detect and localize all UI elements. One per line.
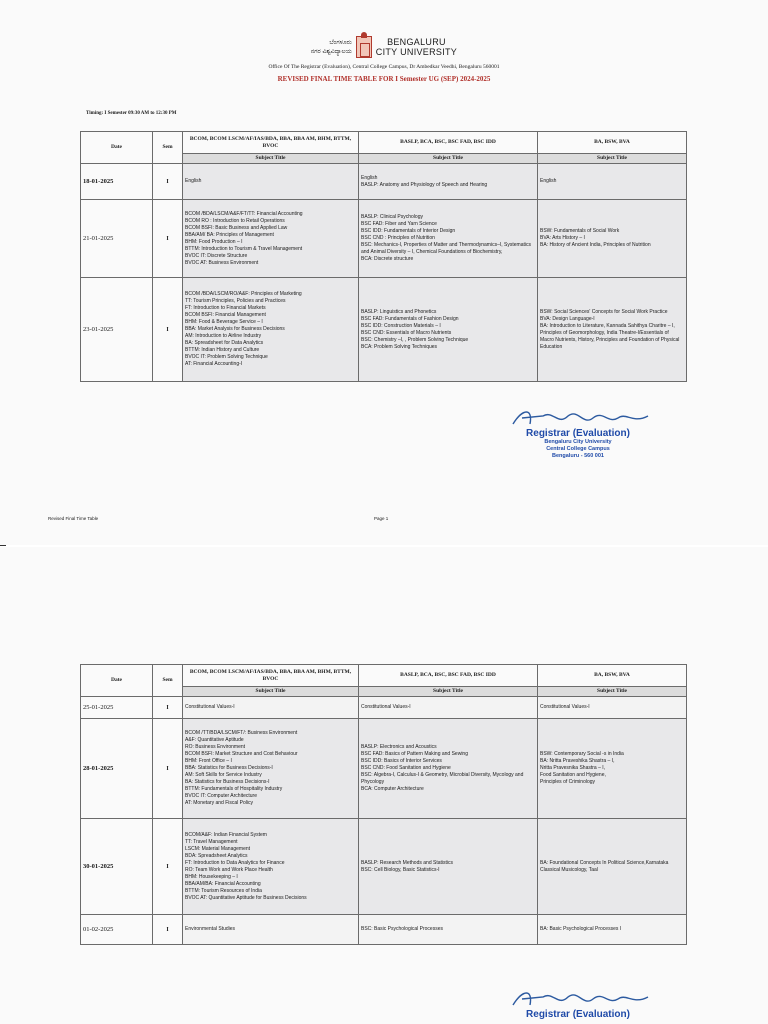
header-date: Date [81,132,153,164]
row-subjects-col1: BCOM /TT/BDA/LSCM/FT/: Business Environment A&F: Quantitative Aptitude RO: Business Environment BCOM BSFI: Market Structure and Cost Behaviour BHM: Front Office – I BBA: Statistics for Business Decisions-I AM: Soft Skills for Service Industry BA: Statistics for Business Decisions-I BTTM: Fundamentals of Hospitality Industry BVOC IT: Computer Architecture AT: Monetary and Fiscal Policy [183,719,359,819]
university-name-english [376,37,457,57]
row-date: 25-01-2025 [81,697,153,719]
row-sem: I [153,164,183,200]
table-row [81,819,687,915]
header-sem: Sem [153,132,183,164]
row-sem: I [153,278,183,382]
page-2 [0,547,768,1024]
row-sem: I [153,697,183,719]
row-subjects-col1: English [183,164,359,200]
subject-title-col3: Subject Title [538,154,687,164]
row-date: 23-01-2025 [81,278,153,382]
header-date: Date [81,665,153,697]
row-date: 28-01-2025 [81,719,153,819]
kannada-line-1: ಬೆಂಗಳೂರು [329,39,352,46]
footer-page-number: Page 1 [374,516,389,521]
row-date: 21-01-2025 [81,200,153,278]
timetable-page-2 [80,664,687,945]
registrar-signature-block [488,406,668,460]
row-subjects-col3: English [538,164,687,200]
row-subjects-col3: BA: Basic Psychological Processes I [538,915,687,945]
header-col2: BASLP, BCA, BSC, BSC FAD, BSC IDD [359,132,538,154]
row-subjects-col2: English BASLP: Anatomy and Physiology of Speech and Hearing [359,164,538,200]
timetable-title: REVISED FINAL TIME TABLE FOR I Semester UG (SEP) 2024-2025 [277,75,491,83]
row-subjects-col2: BASLP: Electronics and Acoustics BSC FAD: Basics of Pattern Making and Sewing BSC IDD: Basics of Interior Services BSC CND: Food Sanitation and Hygiene BSC: Algebra-I, Calculus-I & Geometry, Microbial Diversity, Mycology and Phycology BCA: Computer Architecture [359,719,538,819]
row-subjects-col1: Constitutional Values-I [183,697,359,719]
row-date: 18-01-2025 [81,164,153,200]
office-address: Office Of The Registrar (Evaluation), Central College Campus, Dr Ambedkar Veedhi, Bengaluru 560001 [268,64,500,70]
signature-scribble-icon [488,987,668,1009]
row-subjects-col1: BCOM /BDA/LSCM/A&F/FT/TT: Financial Accounting BCOM RO : Introduction to Retail Operations BCOM BSFI: Basic Business and Applied Law BBA/AM/ BA: Principles of Management BHM: Food Production – I BTTM: Introduction to Tourism & Travel Management BVOC IT: Discrete Structure BVOC AT: Business Environment [183,200,359,278]
header-col3: BA, BSW, BVA [538,132,687,154]
english-line-2: CITY UNIVERSITY [375,47,458,57]
row-sem: I [153,915,183,945]
row-subjects-col3: BSW: Social Sciences' Concepts for Social Work Practice BVA: Design Language-I BA: Introduction to Literature, Kannada Sahithya Charitre – I, Principles of Geomorphology, India Theatre-I/Essentials of Macro Nutrients, History, Principles and Foundation of Physical Education [538,278,687,382]
registrar-line-3: Bengaluru - 560 001 [552,453,604,459]
document-header [0,36,768,83]
subject-title-col2: Subject Title [359,154,538,164]
row-subjects-col1: BCOM /BDA/LSCM/RO/A&F: Principles of Marketing TT: Tourism Principles, Policies and Practices FT: Introduction to Financial Markets BCOM BSFI: Financial Management BHM: Food & Beverage Service – I BBA: Market Analysis for Business Decisions AM: Introduction to Airline Industry BA: Spreadsheet for Data Analytics BTTM: Indian History and Culture BVOC IT: Problem Solving Technique AT: Financial Accounting-I [183,278,359,382]
row-subjects-col1: BCOM/A&F: Indian Financial System TT: Travel Management LSCM: Material Management BDA: Spreadsheet Analytics FT: Introduction to Data Analytics for Finance RO: Team Work and Work Place Health BHM: Housekeeping – I BBA/AM/BA: Financial Accounting BTTM: Tourism Resources of India BVOC AT: Quantitative Aptitude for Business Decisions [183,819,359,915]
signature-scribble-icon [488,406,668,428]
page-divider-mark [0,545,6,546]
header-col3: BA, BSW, BVA [538,665,687,687]
table-row [81,915,687,945]
university-name-kannada [311,38,352,56]
footer-document-name: Revised Final Time Table [48,516,99,521]
header-col2: BASLP, BCA, BSC, BSC FAD, BSC IDD [359,665,538,687]
header-col1: BCOM, BCOM LSCM/AF/IAS/BDA, BBA, BBA AM, BHM, BTTM, BVOC [183,665,359,687]
header-col1: BCOM, BCOM LSCM/AF/IAS/BDA, BBA, BBA AM, BHM, BTTM, BVOC [183,132,359,154]
kannada-line-2: ನಗರ ವಿಶ್ವವಿದ್ಯಾಲಯ [310,48,352,55]
table-row [81,200,687,278]
registrar-title-2: Registrar (Evaluation) [526,1009,630,1020]
registrar-line-1: Bengaluru City University [544,439,612,445]
row-subjects-col2: BASLP: Research Methods and Statistics BSC: Cell Biology, Basic Statistics-I [359,819,538,915]
row-subjects-col2: BSC: Basic Psychological Processes [359,915,538,945]
table-row [81,164,687,200]
timetable-page-1 [80,131,687,382]
row-subjects-col3: BA: Foundational Concepts In Political Science,Karnataka Classical Musicology, Taal [538,819,687,915]
table-row [81,719,687,819]
row-subjects-col2: BASLP: Linguistics and Phonetics BSC FAD: Fundamentals of Fashion Design BSC IDD: Construction Materials – I BSC CND: Essentials of Macro Nutrients BSC: Chemistry –I, , Problem Solving Technique BCA: Problem Solving Techniques [359,278,538,382]
subject-title-col2: Subject Title [359,687,538,697]
registrar-title: Registrar (Evaluation) [526,428,630,439]
subject-title-col1: Subject Title [183,687,359,697]
row-sem: I [153,200,183,278]
subject-title-col3: Subject Title [538,687,687,697]
table-row [81,697,687,719]
university-logo-row [0,36,768,58]
registrar-signature-block-2 [488,987,668,1020]
row-sem: I [153,819,183,915]
row-subjects-col1: Environmental Studies [183,915,359,945]
header-sem: Sem [153,665,183,697]
table-row [81,278,687,382]
exam-timing: Timing: I Semester 09:30 AM to 12:30 PM [86,111,177,116]
row-date: 01-02-2025 [81,915,153,945]
row-subjects-col3: BSW: Fundamentals of Social Work BVA: Arts History – I BA: History of Ancient India, Principles of Nutrition [538,200,687,278]
row-subjects-col2: Constitutional Values-I [359,697,538,719]
english-line-1: BENGALURU [387,37,446,47]
row-subjects-col2: BASLP: Clinical Psychology BSC FAD: Fiber and Yarn Science BSC IDD: Fundamentals of Interior Design BSC CND : Principles of Nutrition BSC: Mechanics-I, Properties of Matter and Thermodynamics–I, Systematics and Animal Diversity – I, Chemical Foundations of Biochemistry, BCA: Discrete structure [359,200,538,278]
row-subjects-col3: Constitutional Values-I [538,697,687,719]
row-sem: I [153,719,183,819]
row-date: 30-01-2025 [81,819,153,915]
row-subjects-col3: BSW: Contemporary Social -s in India BA: Nritta Praveshika Shastra – I, Nritta Pravesnika Shastra – I, Food Sanitation and Hygiene, Principles of Criminology [538,719,687,819]
registrar-line-2: Central College Campus [546,446,610,452]
subject-title-col1: Subject Title [183,154,359,164]
university-seal-icon [356,36,372,58]
